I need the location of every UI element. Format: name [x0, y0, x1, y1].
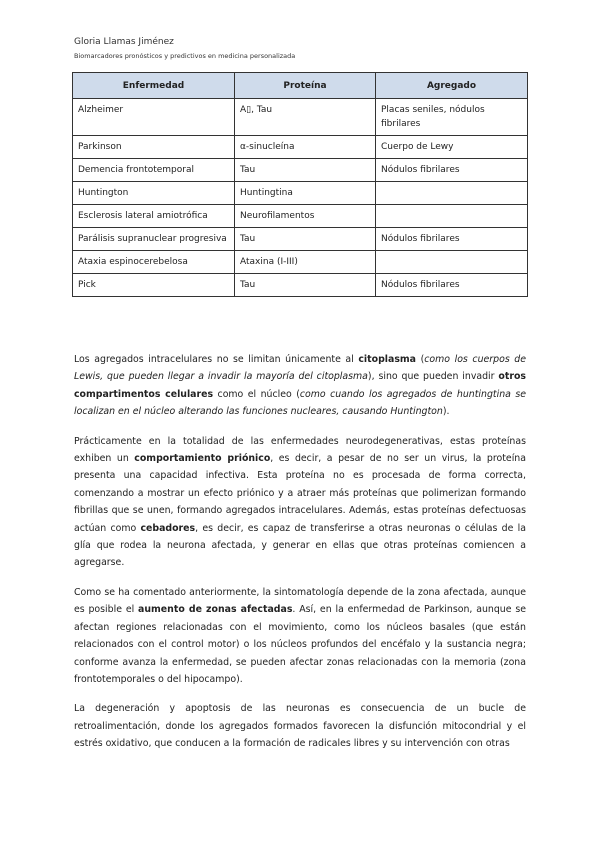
- bold-run: aumento de zonas afectadas: [138, 604, 293, 616]
- page-header: [74, 36, 295, 61]
- cell-aggregate: [376, 182, 528, 205]
- cell-aggregate: Cuerpo de Lewy: [376, 136, 528, 159]
- paragraph-3: [74, 584, 526, 688]
- cell-protein: Huntingtina: [235, 182, 376, 205]
- paragraph-4: [74, 700, 526, 752]
- bold-run: cebadores: [140, 522, 196, 534]
- table-row: [73, 205, 528, 228]
- cell-aggregate: Placas seniles, nódulos fibrilares: [376, 99, 528, 136]
- cell-aggregate: Nódulos fibrilares: [376, 274, 528, 297]
- cell-aggregate: [376, 251, 528, 274]
- cell-disease: Esclerosis lateral amiotrófica: [73, 205, 235, 228]
- table-header-row: [73, 73, 528, 99]
- bold-run: otros compartimentos celulares: [74, 371, 526, 400]
- bold-run: citoplasma: [358, 354, 416, 365]
- cell-disease: Huntington: [73, 182, 235, 205]
- text-run: (: [416, 354, 425, 365]
- cell-disease: Ataxia espinocerebelosa: [73, 251, 235, 274]
- table-row: [73, 274, 528, 297]
- table-row: [73, 136, 528, 159]
- disease-protein-table: [72, 72, 528, 297]
- author-name: Gloria Llamas Jiménez: [74, 37, 174, 47]
- cell-protein: α-sinucleína: [235, 136, 376, 159]
- paragraph-2: [74, 433, 526, 572]
- cell-disease: Parálisis supranuclear progresiva: [73, 228, 235, 251]
- bold-run: comportamiento priónico: [134, 453, 271, 465]
- italic-run: como cuando los agregados de huntingtina se localizan en el núcleo alterando las funciones nucleares, causando Huntington: [74, 388, 526, 418]
- table-row: [73, 99, 528, 136]
- cell-disease: Demencia frontotemporal: [73, 159, 235, 182]
- column-header-aggregate: Agregado: [376, 73, 528, 99]
- text-run: Los agregados intracelulares no se limitan únicamente al: [74, 354, 359, 365]
- italic-run: como los cuerpos de Lewis, que pueden llegar a invadir la mayoría del citoplasma: [74, 354, 527, 383]
- text-run: , es decir, a pesar de no ser un virus, la proteína presenta una capacidad infectiva. Esta proteína no es procesada de forma correcta, comenzando a mostrar un efecto priónico y a atraer más proteínas que polimerizan formando fibrillas que se unen, formando agregados intracelulares. Además, estas proteínas defectuosas actúan como: [74, 453, 526, 534]
- text-run: como el núcleo (: [213, 388, 300, 400]
- text-run: , es decir, es capaz de transferirse a otras neuronas o células de la glía que rodea la neurona afectada, y generar en ellas que otras proteínas comiencen a agregarse.: [74, 522, 526, 569]
- table-row: [73, 182, 528, 205]
- cell-protein: Ataxina (I-III): [235, 251, 376, 274]
- cell-disease: Parkinson: [73, 136, 235, 159]
- column-header-disease: Enfermedad: [73, 73, 235, 99]
- cell-protein: A▯, Tau: [235, 99, 376, 136]
- text-run: La degeneración y apoptosis de las neuronas es consecuencia de un bucle de retroalimentación, donde los agregados formados favorecen la disfunción mitocondrial y el estrés oxidativo, que conducen a la formación de radicales libres y su intervención con otras: [74, 703, 526, 750]
- cell-aggregate: Nódulos fibrilares: [376, 159, 528, 182]
- text-run: . Así, en la enfermedad de Parkinson, aunque se afectan regiones relacionadas con el movimiento, como los núcleos basales (que están relacionados con el control motor) o los núcleos profundos del encéfalo y la sustancia negra; conforme avanza la enfermedad, se pueden afectar zonas relacionadas con la memoria (zona frontotemporales o del hipocampo).: [74, 604, 527, 685]
- body-text: [74, 351, 526, 765]
- cell-protein: Tau: [235, 274, 376, 297]
- cell-disease: Alzheimer: [73, 99, 235, 136]
- cell-protein: Tau: [235, 159, 376, 182]
- text-run: Como se ha comentado anteriormente, la sintomatología depende de la zona afectada, aunque es posible el: [74, 586, 526, 616]
- cell-protein: Tau: [235, 228, 376, 251]
- cell-aggregate: Nódulos fibrilares: [376, 228, 528, 251]
- table-row: [73, 228, 528, 251]
- cell-protein: Neurofilamentos: [235, 205, 376, 228]
- text-run: ), sino que pueden invadir: [367, 371, 499, 383]
- text-run: Prácticamente en la totalidad de las enfermedades neurodegenerativas, estas proteínas exhiben un: [74, 435, 526, 465]
- table-row: [73, 159, 528, 182]
- column-header-protein: Proteína: [235, 73, 376, 99]
- cell-disease: Pick: [73, 274, 235, 297]
- text-run: ).: [442, 406, 450, 418]
- paragraph-1: [74, 351, 526, 421]
- document-subtitle: Biomarcadores pronósticos y predictivos en medicina personalizada: [74, 52, 296, 60]
- table-row: [73, 251, 528, 274]
- cell-aggregate: [376, 205, 528, 228]
